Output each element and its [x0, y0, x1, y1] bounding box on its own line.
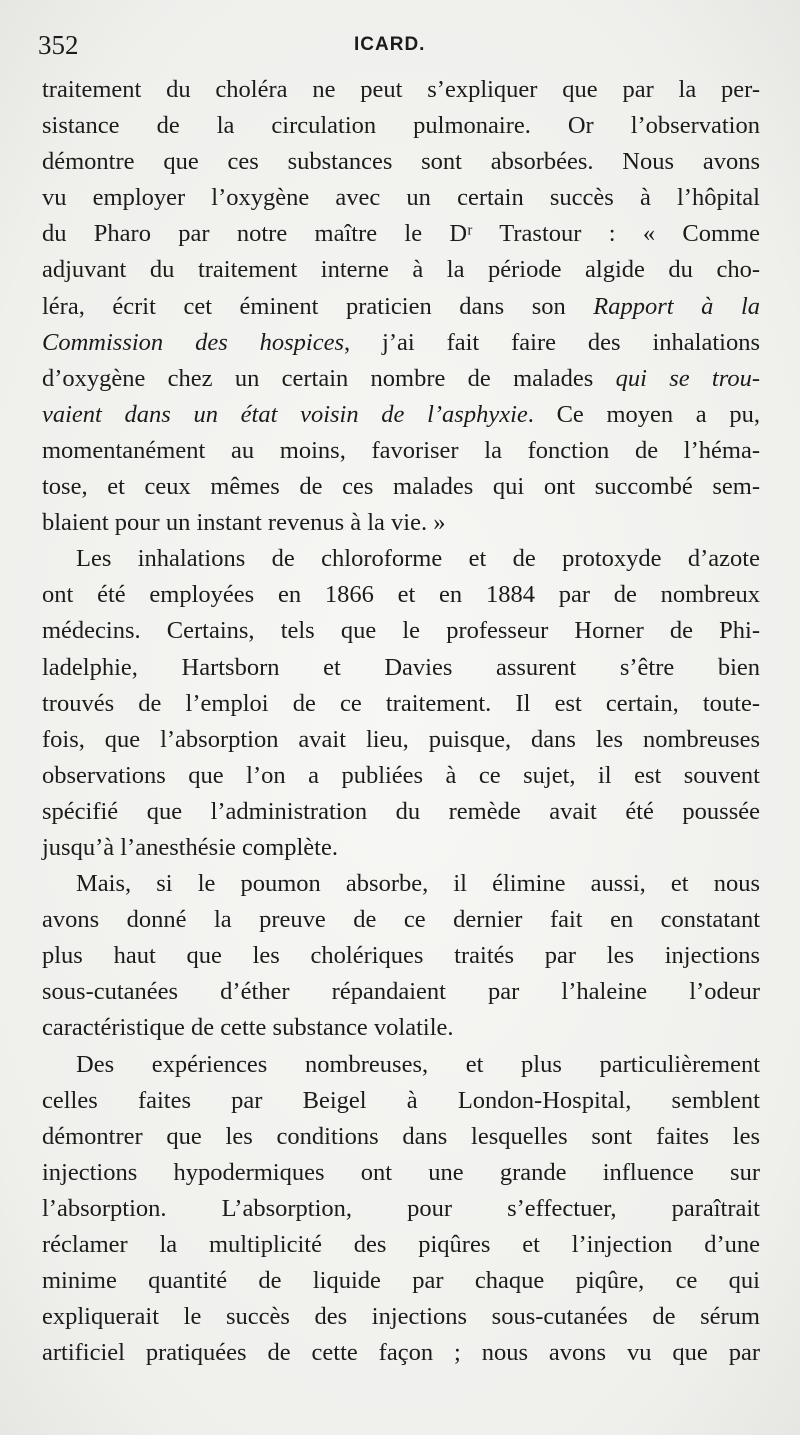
text-line	[42, 577, 760, 613]
text-segment: jusqu’à l’anesthésie complète.	[42, 833, 338, 861]
text-segment: injections hypodermiques ont une grande influence sur	[42, 1158, 760, 1186]
text-line	[42, 433, 760, 469]
text-segment: Mais, si le poumon absorbe, il élimine aussi, et nous	[76, 870, 760, 898]
text-segment: avons donné la preuve de ce dernier fait en constatant	[42, 906, 760, 934]
body-text	[42, 72, 760, 1371]
text-segment: l’absorption. L’absorption, pour s’effectuer, paraîtrait	[42, 1194, 760, 1222]
text-segment: . Ce moyen a pu,	[527, 400, 760, 428]
text-segment: ont été employées en 1866 et en 1884 par de nombreux	[42, 581, 760, 609]
text-line	[42, 1083, 760, 1119]
text-segment: Des expériences nombreuses, et plus particulièrement	[76, 1050, 760, 1078]
text-line	[42, 1119, 760, 1155]
text-segment: démontrer que les conditions dans lesquelles sont faites les	[42, 1122, 760, 1150]
text-segment: minime quantité de liquide par chaque piqûre, ce qui	[42, 1267, 760, 1295]
text-segment: , j’ai fait faire des inhalations	[344, 328, 760, 356]
text-segment: vu employer l’oxygène avec un certain succès à l’hôpital	[42, 184, 760, 212]
text-line	[42, 1010, 760, 1046]
running-head: ICARD.	[354, 34, 426, 55]
text-segment: celles faites par Beigel à London-Hospital, semblent	[42, 1086, 760, 1114]
page-number: 352	[38, 30, 79, 60]
text-line	[42, 794, 760, 830]
text-segment: expliquerait le succès des injections sous-cutanées de sérum	[42, 1303, 760, 1331]
text-line	[42, 1155, 760, 1191]
italic-text: vaient dans un état voisin de l’asphyxie	[42, 400, 528, 428]
text-line	[42, 722, 760, 758]
text-line	[42, 613, 760, 649]
text-line	[42, 1047, 760, 1083]
text-line	[42, 325, 760, 361]
italic-text: qui se trou-	[615, 364, 760, 392]
text-segment: ladelphie, Hartsborn et Davies assurent s’être bien	[42, 653, 760, 681]
text-segment: léra, écrit cet éminent praticien dans son	[42, 292, 594, 320]
text-line	[42, 505, 760, 541]
text-line	[42, 830, 760, 866]
text-line	[42, 469, 760, 505]
text-line	[42, 1299, 760, 1335]
text-line	[42, 180, 760, 216]
text-line	[42, 1191, 760, 1227]
text-line	[42, 1263, 760, 1299]
text-segment: momentanément au moins, favoriser la fonction de l’héma-	[42, 436, 760, 464]
page-header	[38, 30, 756, 64]
text-line	[42, 938, 760, 974]
text-segment: réclamer la multiplicité des piqûres et l’injection d’une	[42, 1231, 760, 1258]
text-segment: traitement du choléra ne peut s’expliquer que par la per-	[42, 76, 760, 103]
text-segment: sistance de la circulation pulmonaire. Or l’observation	[42, 112, 760, 140]
text-line	[42, 289, 760, 325]
text-line	[42, 397, 760, 433]
text-segment: spécifié que l’administration du remède avait été poussée	[42, 797, 760, 825]
text-line	[42, 361, 760, 397]
text-line	[42, 866, 760, 902]
text-segment: médecins. Certains, tels que le professeur Horner de Phi-	[42, 617, 760, 645]
text-line	[42, 1335, 760, 1371]
text-line	[42, 902, 760, 938]
text-segment: observations que l’on a publiées à ce sujet, il est souvent	[42, 761, 760, 789]
text-line	[42, 252, 760, 288]
text-segment: artificiel pratiquées de cette façon ; nous avons vu que par	[42, 1339, 760, 1367]
text-line	[42, 650, 760, 686]
text-segment: plus haut que les cholériques traités par les injections	[42, 942, 760, 970]
text-line	[42, 216, 760, 252]
italic-text: Rapport à la	[593, 292, 760, 320]
text-segment: blaient pour un instant revenus à la vie. »	[42, 509, 446, 537]
text-segment: d’oxygène chez un certain nombre de malades	[42, 364, 616, 392]
text-segment: Les inhalations de chloroforme et de protoxyde d’azote	[76, 545, 760, 573]
text-segment: trouvés de l’emploi de ce traitement. Il est certain, toute-	[42, 689, 760, 717]
text-line	[42, 541, 760, 577]
text-line	[42, 974, 760, 1010]
text-segment: du Pharo par notre maître le Dʳ Trastour : « Comme	[42, 220, 760, 248]
text-segment: sous-cutanées d’éther répandaient par l’haleine l’odeur	[42, 978, 760, 1006]
text-segment: tose, et ceux mêmes de ces malades qui ont succombé sem-	[42, 473, 760, 501]
text-segment: caractéristique de cette substance volatile.	[42, 1014, 454, 1042]
italic-text: Commission des hospices	[42, 328, 345, 356]
text-line	[42, 72, 760, 108]
text-line	[42, 758, 760, 794]
text-segment: adjuvant du traitement interne à la période algide du cho-	[42, 256, 760, 284]
text-segment: fois, que l’absorption avait lieu, puisque, dans les nombreuses	[42, 725, 760, 753]
text-line	[42, 108, 760, 144]
text-line	[42, 144, 760, 180]
text-line	[42, 1227, 760, 1263]
text-line	[42, 686, 760, 722]
text-segment: démontre que ces substances sont absorbées. Nous avons	[42, 148, 760, 176]
